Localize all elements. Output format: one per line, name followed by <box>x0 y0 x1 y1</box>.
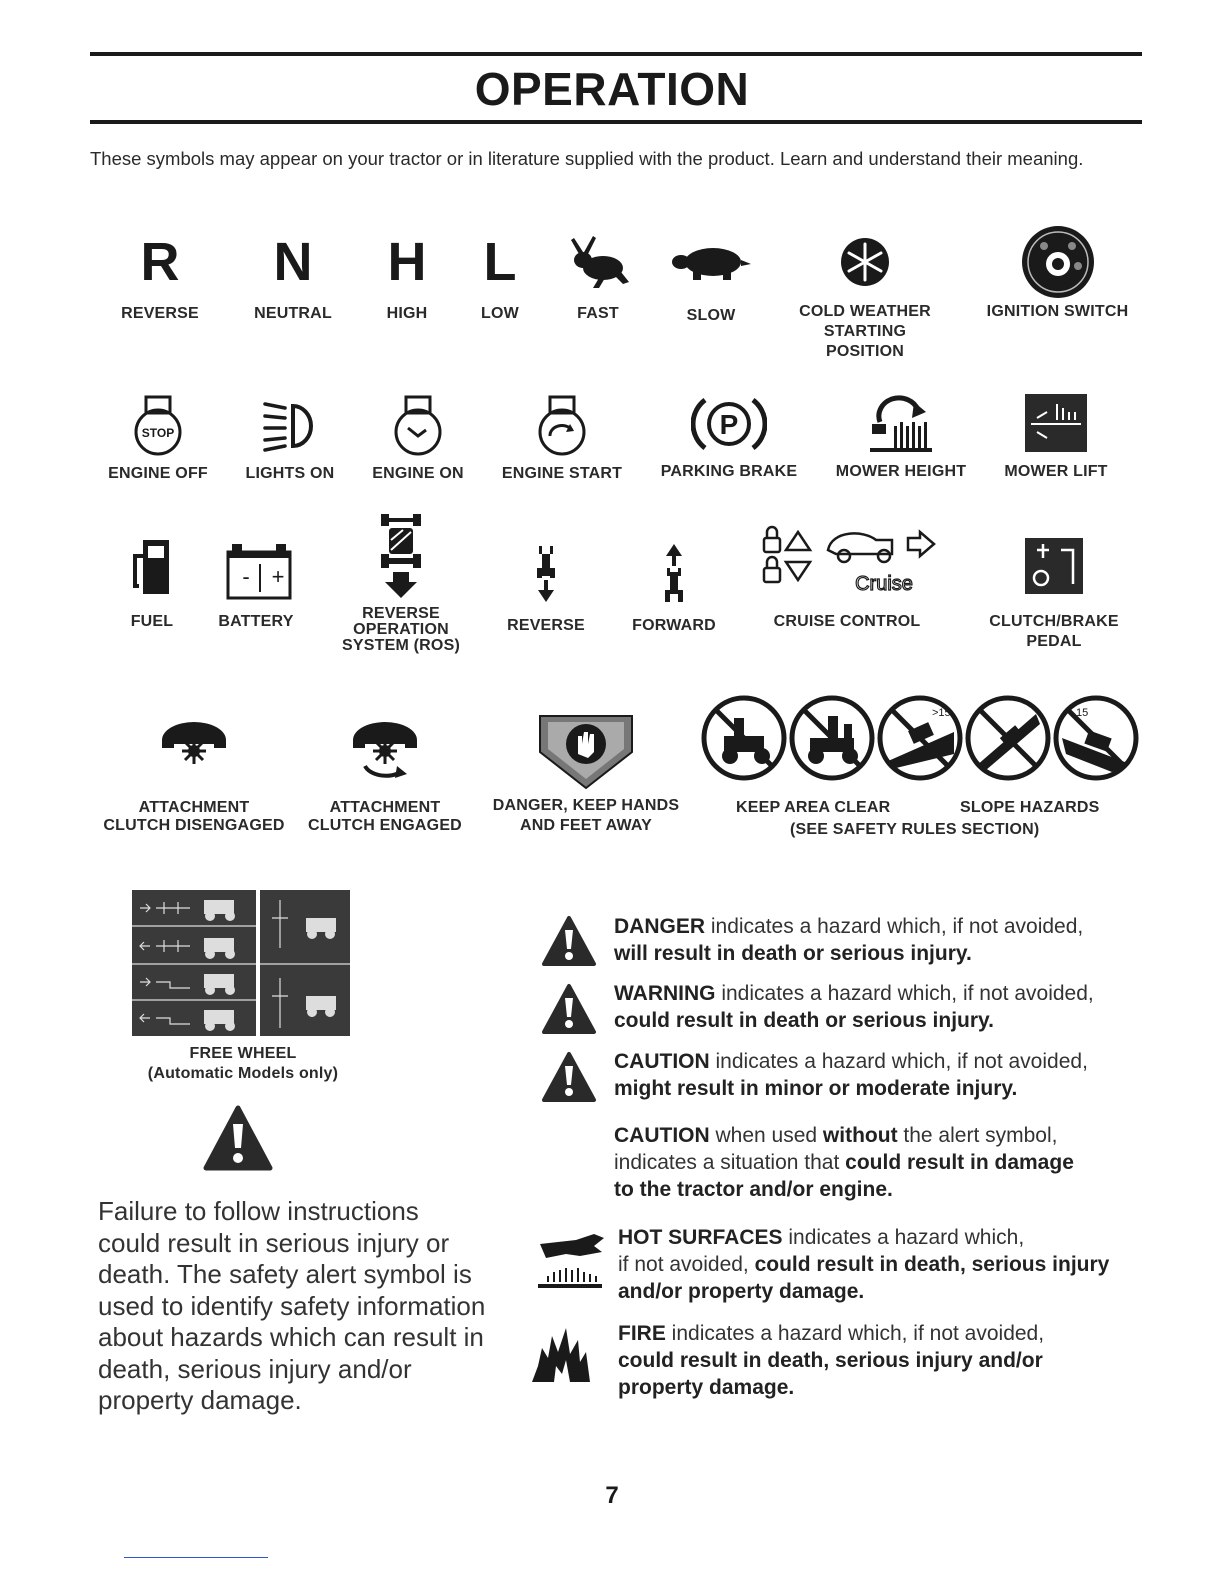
forward-arrow-icon <box>659 542 689 604</box>
label-clutch-2: PEDAL <box>1026 633 1082 650</box>
label-fast: FAST <box>577 305 619 322</box>
label-high: HIGH <box>386 305 428 322</box>
symbol-danger-hands <box>486 712 686 836</box>
symbol-lights-on <box>234 394 346 484</box>
symbol-fuel <box>110 536 194 632</box>
clutch-brake-pedal-icon <box>1023 536 1085 596</box>
label-freewheel-sub: (Automatic Models only) <box>147 1065 339 1082</box>
parking-brake-icon <box>691 392 767 456</box>
warning-keyword: WARNING <box>614 982 716 1005</box>
parking-letter: P <box>719 409 739 440</box>
symbol-mower-lift <box>996 392 1116 482</box>
symbol-cruise <box>752 524 948 632</box>
caution-text: indicates a hazard which, if not avoided, <box>709 1050 1088 1073</box>
label-att-dis-1: ATTACHMENT <box>138 799 250 816</box>
label-cold-2: STARTING <box>823 323 907 340</box>
label-ignition: IGNITION SWITCH <box>986 303 1129 320</box>
cruise-text: Cruise <box>855 573 913 595</box>
label-freewheel: FREE WHEEL <box>189 1045 297 1062</box>
warning-bold: could result in death or serious injury. <box>614 1009 995 1032</box>
danger-text: indicates a hazard which, if not avoided, <box>705 915 1084 938</box>
caution2-keyword: CAUTION <box>614 1124 710 1147</box>
caution2-bold1: could result in damage <box>845 1151 1074 1174</box>
no-slope-cross-icon <box>876 694 964 782</box>
caution2-t2: the alert symbol, <box>897 1124 1058 1147</box>
label-mower-lift: MOWER LIFT <box>1004 463 1108 480</box>
symbol-neutral <box>243 230 343 324</box>
footer-line <box>124 1557 268 1558</box>
note-caution <box>614 1048 1174 1102</box>
pto-disengaged-icon <box>154 716 234 776</box>
hot-keyword: HOT SURFACES <box>618 1226 783 1249</box>
freewheel-decal <box>130 888 352 1038</box>
freewheel-diagram-icon <box>130 888 352 1038</box>
label-clutch-1: CLUTCH/BRAKE <box>989 613 1119 630</box>
note-hot-surfaces <box>618 1224 1178 1305</box>
battery-plus: + <box>271 564 285 589</box>
symbol-engine-start <box>497 394 627 484</box>
bottom-rule <box>90 120 1142 124</box>
slope-value-label: >15 <box>932 707 951 719</box>
symbol-ros <box>336 510 466 656</box>
label-att-dis-2: CLUTCH DISENGAGED <box>103 817 285 834</box>
no-passenger-icon <box>788 694 876 782</box>
cruise-control-icon <box>752 524 948 604</box>
letter-h: H <box>387 232 427 292</box>
symbol-high <box>357 230 457 324</box>
symbol-engine-on <box>360 394 476 484</box>
label-ros-3: SYSTEM (ROS) <box>342 637 460 654</box>
mower-height-icon <box>866 392 936 454</box>
note-caution-no-symbol <box>614 1122 1174 1203</box>
danger-bold: will result in death or serious injury. <box>614 942 972 965</box>
intro-text: These symbols may appear on your tractor or in literature supplied with the product. Learn and understand their meaning. <box>90 148 1084 169</box>
label-reverse-direction: REVERSE <box>507 617 585 634</box>
hot-surface-icon <box>536 1230 608 1294</box>
ignition-icon <box>1020 224 1096 300</box>
label-engine-on: ENGINE ON <box>372 465 464 482</box>
symbol-reverse-direction <box>496 542 596 636</box>
letter-r: R <box>140 232 180 292</box>
fire-bold2: property damage. <box>618 1376 795 1399</box>
symbol-low <box>450 230 550 324</box>
engine-start-icon <box>536 394 588 456</box>
symbol-battery <box>204 536 308 632</box>
no-slope-down-icon <box>1052 694 1140 782</box>
label-battery: BATTERY <box>218 613 294 630</box>
label-neutral: NEUTRAL <box>254 305 332 322</box>
hot-text: indicates a hazard which, <box>782 1226 1025 1249</box>
fire-icon <box>526 1322 596 1384</box>
symbol-ignition <box>970 224 1145 322</box>
safety-alert-icon <box>202 1104 274 1172</box>
label-engine-start: ENGINE START <box>501 465 623 482</box>
fuel-pump-icon <box>127 536 177 596</box>
symbol-mower-height <box>828 392 974 482</box>
label-slow: SLOW <box>686 307 736 324</box>
caution2-t3: indicates a situation that <box>614 1151 846 1174</box>
label-danger-hands-1: DANGER, KEEP HANDS <box>492 797 680 814</box>
warning-alert-icon <box>540 982 598 1036</box>
headlight-icon <box>255 394 325 456</box>
caution2-t1: when used <box>709 1124 823 1147</box>
label-low: LOW <box>481 305 519 322</box>
reverse-arrow-icon <box>531 542 561 604</box>
caution-keyword: CAUTION <box>614 1050 710 1073</box>
hot-bold2: and/or property damage. <box>618 1280 865 1303</box>
label-fuel: FUEL <box>130 613 174 630</box>
engine-on-icon <box>392 394 444 456</box>
no-rider-icon <box>700 694 788 782</box>
hot-t2: if not avoided, <box>618 1253 755 1276</box>
label-see-safety: (SEE SAFETY RULES SECTION) <box>790 821 1040 838</box>
label-ros-2: OPERATION <box>353 621 449 638</box>
label-cold-1: COLD WEATHER <box>799 303 931 320</box>
label-att-eng-2: CLUTCH ENGAGED <box>308 817 462 834</box>
note-warning <box>614 980 1174 1034</box>
no-slope-up-icon <box>964 694 1052 782</box>
battery-minus: - <box>242 564 250 589</box>
ros-icon <box>371 510 431 602</box>
rabbit-icon <box>563 232 633 292</box>
snowflake-icon <box>835 232 895 292</box>
symbol-fast <box>548 232 648 324</box>
caution2-bold2: to the tractor and/or engine. <box>614 1178 893 1201</box>
caution-bold: might result in minor or moderate injury. <box>614 1077 1018 1100</box>
keep-hands-away-icon <box>536 712 636 790</box>
pto-engaged-icon <box>345 716 425 784</box>
symbol-parking-brake <box>654 392 804 482</box>
turtle-icon <box>669 236 753 292</box>
hot-bold1: could result in death, serious injury <box>754 1253 1110 1276</box>
symbol-reverse <box>110 230 210 324</box>
note-danger <box>614 913 1174 967</box>
symbol-cold-weather <box>775 232 955 362</box>
mower-lift-icon <box>1023 392 1089 454</box>
label-reverse: REVERSE <box>121 305 199 322</box>
symbol-engine-off <box>100 394 216 484</box>
label-slope: SLOPE HAZARDS <box>960 799 1100 816</box>
label-engine-off: ENGINE OFF <box>108 465 208 482</box>
note-fire <box>618 1320 1178 1401</box>
fire-bold1: could result in death, serious injury and/or <box>618 1349 1043 1372</box>
label-danger-hands-2: AND FEET AWAY <box>519 817 653 834</box>
danger-alert-icon <box>540 914 598 968</box>
slope-value-label-2: 15 <box>1076 707 1089 719</box>
label-cruise: CRUISE CONTROL <box>773 613 921 630</box>
letter-l: L <box>483 232 517 292</box>
label-cold-3: POSITION <box>825 343 905 360</box>
symbol-attachment-engaged <box>300 716 470 836</box>
prohibition-group <box>700 694 1146 782</box>
label-parking-brake: PARKING BRAKE <box>660 463 798 480</box>
letter-n: N <box>273 232 313 292</box>
label-att-eng-1: ATTACHMENT <box>329 799 441 816</box>
symbol-clutch-brake <box>984 536 1124 652</box>
label-lights-on: LIGHTS ON <box>245 465 335 482</box>
symbol-forward <box>624 542 724 636</box>
top-rule <box>90 52 1142 56</box>
battery-icon <box>214 536 298 600</box>
failure-paragraph: Failure to follow instructions could result in serious injury or death. The safety alert symbol is used to identify safety information about hazards which can result in death, serious injury and/or property damage. <box>98 1196 486 1415</box>
page-number: 7 <box>605 1482 619 1509</box>
caution2-without: without <box>822 1124 898 1147</box>
stop-text: STOP <box>141 426 175 440</box>
label-ros-1: REVERSE <box>362 605 440 622</box>
engine-stop-icon <box>132 394 184 456</box>
page-title: OPERATION <box>474 63 750 115</box>
symbol-slow <box>656 236 766 326</box>
label-forward: FORWARD <box>632 617 716 634</box>
fire-keyword: FIRE <box>618 1322 666 1345</box>
warning-text: indicates a hazard which, if not avoided, <box>715 982 1094 1005</box>
label-keep-clear: KEEP AREA CLEAR <box>736 799 891 816</box>
danger-keyword: DANGER <box>614 915 706 938</box>
label-mower-height: MOWER HEIGHT <box>835 463 967 480</box>
symbol-attachment-disengaged <box>98 716 290 836</box>
fire-text: indicates a hazard which, if not avoided, <box>665 1322 1045 1345</box>
caution-alert-icon <box>540 1050 598 1104</box>
